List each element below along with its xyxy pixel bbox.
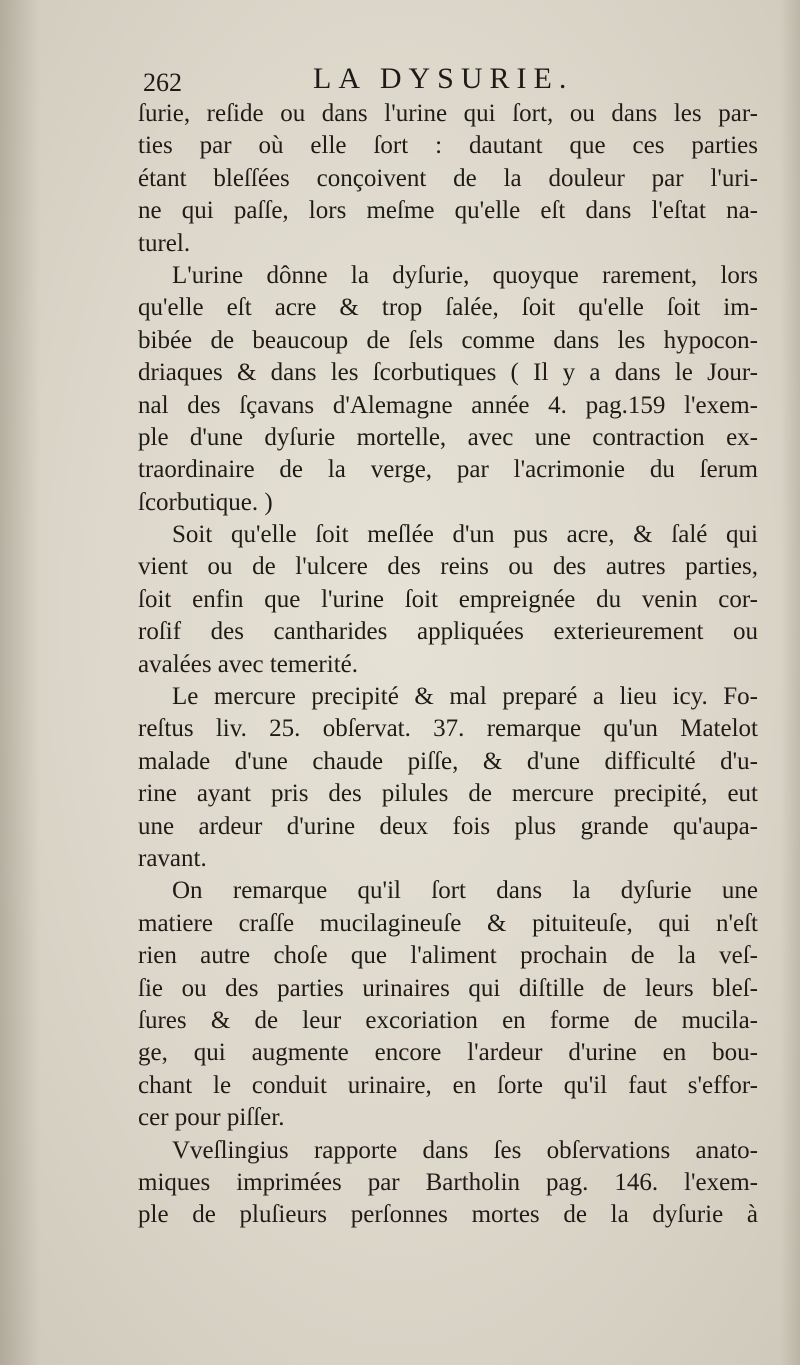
text-line: ſures & de leur excoriation en forme de mucila- — [138, 1006, 758, 1034]
text-line: Soit qu'elle ſoit meſlée d'un pus acre, & ſalé qui — [172, 521, 758, 549]
text-line: matiere craſſe mucilagineuſe & pituiteuſe, qui n'eſt — [138, 909, 758, 937]
page-number: 262 — [143, 68, 182, 97]
text-line: ge, qui augmente encore l'ardeur d'urine en bou- — [138, 1039, 758, 1067]
text-line: malade d'une chaude piſſe, & d'une difficulté d'u- — [138, 747, 758, 775]
text-line: qu'elle eſt acre & trop ſalée, ſoit qu'elle ſoit im- — [138, 294, 758, 322]
text-line: Le mercure precipité & mal preparé a lieu icy. Fo- — [172, 683, 758, 711]
text-line: ne qui paſſe, lors meſme qu'elle eſt dans l'eſtat na- — [138, 197, 758, 225]
text-line: ſcorbutique. ) — [138, 488, 273, 516]
text-line: roſif des cantharides appliquées exterieurement ou — [138, 618, 758, 646]
page-header — [143, 62, 758, 102]
text-line: On remarque qu'il ſort dans la dyſurie une — [172, 877, 758, 905]
text-line: une ardeur d'urine deux fois plus grande qu'aupa- — [138, 812, 758, 840]
text-line: turel. — [138, 229, 191, 257]
text-line: ſurie, reſide ou dans l'urine qui ſort, ou dans les par- — [138, 100, 758, 127]
text-line: ſoit enfin que l'urine ſoit empreignée du venin cor- — [138, 585, 758, 613]
text-line: miques imprimées par Bartholin pag. 146. l'exem- — [138, 1168, 758, 1196]
text-line: nal des ſçavans d'Alemagne année 4. pag.159 l'exem- — [138, 391, 758, 419]
text-line: avalées avec temerité. — [138, 650, 358, 678]
text-line: bibée de beaucoup de ſels comme dans les hypocon- — [138, 326, 758, 354]
text-line: ravant. — [138, 844, 207, 872]
text-line: traordinaire de la verge, par l'acrimonie du ſerum — [138, 456, 758, 484]
gutter-shadow — [0, 0, 40, 1365]
text-line: driaques & dans les ſcorbutiques ( Il y a dans le Jour- — [138, 359, 758, 387]
text-line: Vveſlingius rapporte dans ſes obſervations anato- — [172, 1136, 758, 1164]
body-text — [138, 98, 758, 1232]
page-edge-shadow — [780, 0, 800, 1365]
text-line: reſtus liv. 25. obſervat. 37. remarque qu'un Matelot — [138, 715, 758, 743]
text-line: vient ou de l'ulcere des reins ou des autres parties, — [138, 553, 758, 581]
text-line: cer pour piſſer. — [138, 1104, 285, 1132]
running-title: LA DYSURIE. — [313, 62, 574, 95]
text-line: rien autre choſe que l'aliment prochain de la veſ- — [138, 942, 758, 970]
text-line: chant le conduit urinaire, en ſorte qu'il faut s'effor- — [138, 1071, 758, 1099]
text-line: rine ayant pris des pilules de mercure precipité, eut — [138, 780, 758, 808]
text-line: étant bleſſées conçoivent de la douleur par l'uri- — [138, 164, 758, 192]
text-line: ties par où elle ſort : dautant que ces parties — [138, 132, 758, 160]
text-line: L'urine dônne la dyſurie, quoyque rarement, lors — [172, 261, 758, 289]
text-line: ſie ou des parties urinaires qui diſtille de leurs bleſ- — [138, 974, 758, 1002]
text-line: ple de pluſieurs perſonnes mortes de la dyſurie à — [138, 1201, 758, 1229]
text-line: ple d'une dyſurie mortelle, avec une contraction ex- — [138, 423, 758, 451]
